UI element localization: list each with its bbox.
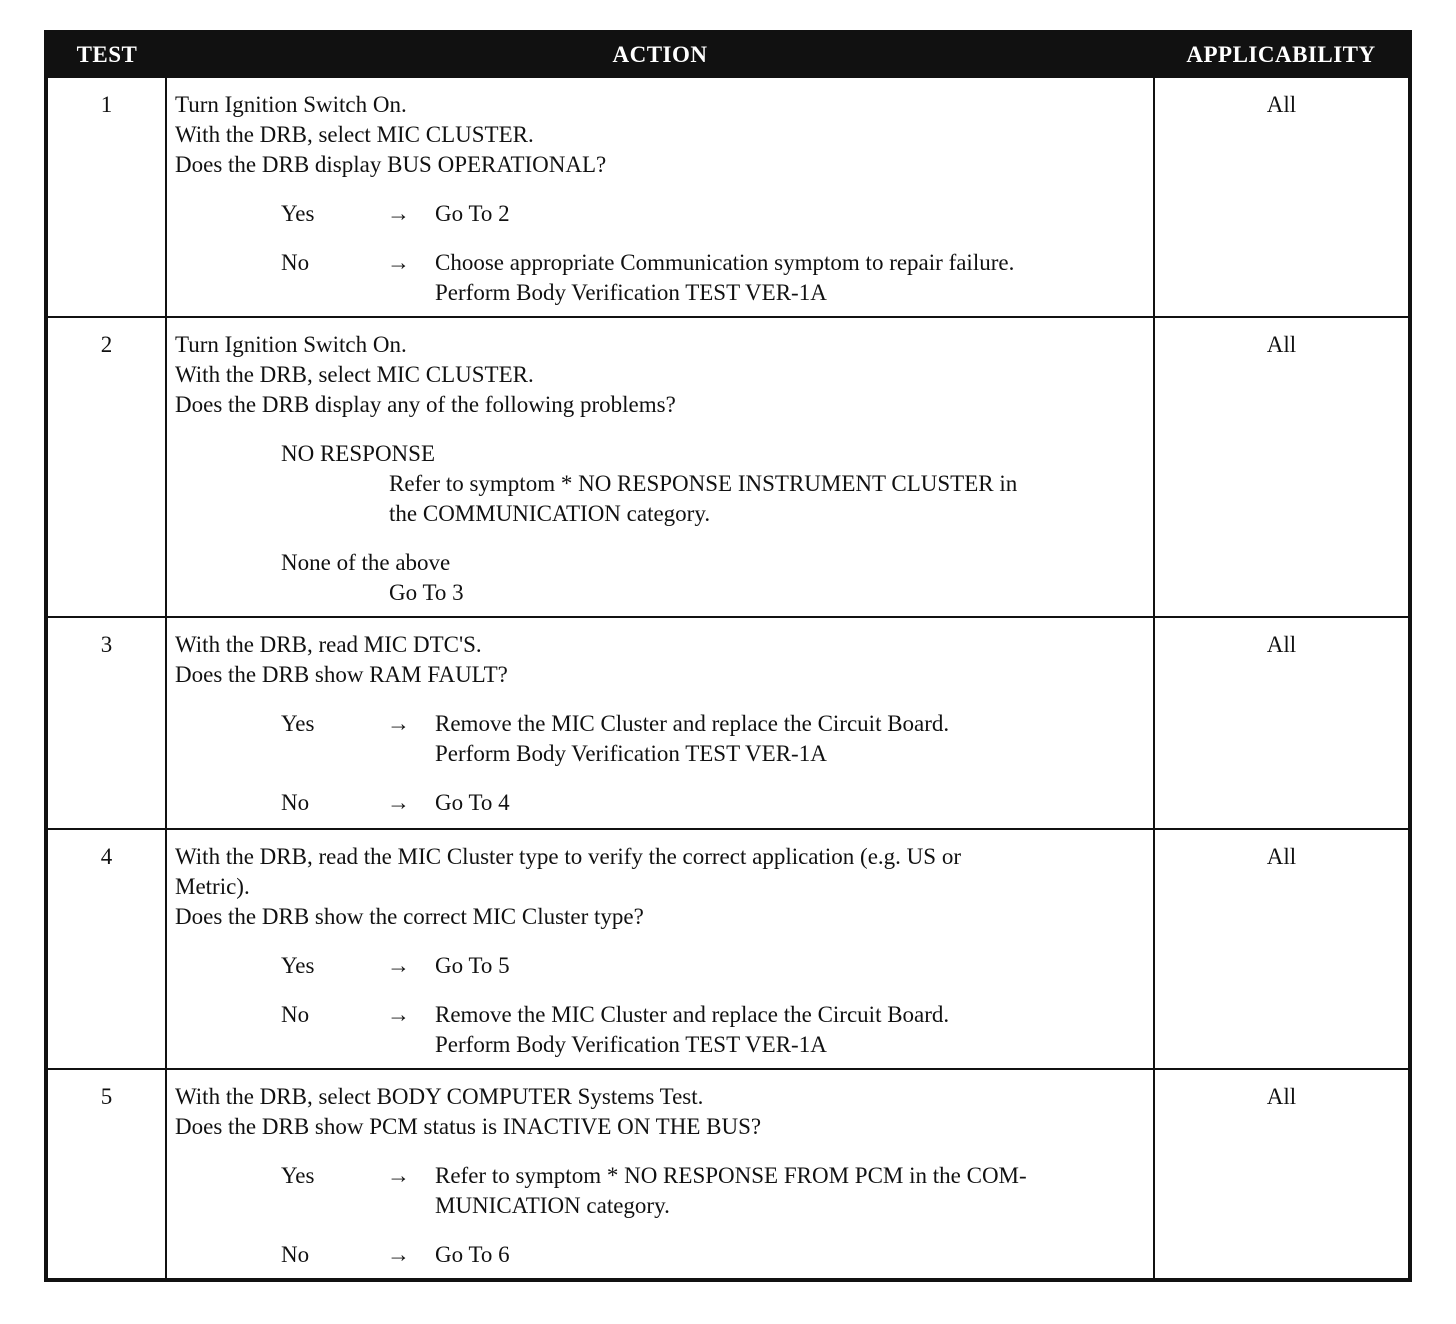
response-text: Perform Body Verification TEST VER-1A xyxy=(435,1032,827,1057)
response-label: Yes xyxy=(281,1163,315,1188)
test-number: 2 xyxy=(46,317,166,617)
response-text: Choose appropriate Communication symptom to repair failure. xyxy=(435,250,1015,275)
option-label: None of the above xyxy=(281,550,451,575)
action-cell xyxy=(166,317,1154,617)
response-text: Perform Body Verification TEST VER-1A xyxy=(435,741,827,766)
action-cell xyxy=(166,77,1154,317)
response-text: Refer to symptom * NO RESPONSE FROM PCM in the COM- xyxy=(435,1163,1027,1188)
table-row xyxy=(46,829,1410,1069)
table-row xyxy=(46,77,1410,317)
response-no xyxy=(175,248,1145,308)
response-no xyxy=(175,788,1145,818)
response-text: Perform Body Verification TEST VER-1A xyxy=(435,280,827,305)
header-action: ACTION xyxy=(166,32,1154,77)
option-no-response xyxy=(281,439,1145,529)
action-line: With the DRB, read MIC DTC'S. xyxy=(175,632,482,657)
response-yes xyxy=(175,199,1145,229)
applicability-value: All xyxy=(1154,317,1410,617)
action-line: Does the DRB show the correct MIC Cluster type? xyxy=(175,904,644,929)
action-line: Turn Ignition Switch On. xyxy=(175,92,407,117)
arrow-icon: → xyxy=(387,953,410,978)
applicability-value: All xyxy=(1154,829,1410,1069)
diagnostic-test-table xyxy=(44,30,1412,1282)
action-line: Turn Ignition Switch On. xyxy=(175,332,407,357)
response-label: Yes xyxy=(281,201,315,226)
response-yes xyxy=(175,951,1145,981)
arrow-icon: → xyxy=(387,201,410,226)
option-none-of-above xyxy=(281,548,1145,608)
option-text: the COMMUNICATION category. xyxy=(389,501,711,526)
arrow-icon: → xyxy=(387,790,410,815)
response-text: Remove the MIC Cluster and replace the Circuit Board. xyxy=(435,711,950,736)
action-line: Metric). xyxy=(175,874,250,899)
response-text: Go To 5 xyxy=(435,953,510,978)
action-cell xyxy=(166,829,1154,1069)
action-line: With the DRB, select MIC CLUSTER. xyxy=(175,122,534,147)
action-line: Does the DRB display BUS OPERATIONAL? xyxy=(175,152,607,177)
action-line: With the DRB, read the MIC Cluster type to verify the correct application (e.g. US or xyxy=(175,844,961,869)
response-label: No xyxy=(281,1242,310,1267)
response-yes xyxy=(175,1161,1145,1221)
response-label: No xyxy=(281,1002,310,1027)
response-text: Remove the MIC Cluster and replace the Circuit Board. xyxy=(435,1002,950,1027)
option-text: Go To 3 xyxy=(389,580,464,605)
response-no xyxy=(175,1240,1145,1270)
response-text: Go To 2 xyxy=(435,201,510,226)
test-number: 3 xyxy=(46,617,166,829)
response-no xyxy=(175,1000,1145,1060)
header-applicability: APPLICABILITY xyxy=(1154,32,1410,77)
arrow-icon: → xyxy=(387,250,410,275)
response-label: Yes xyxy=(281,711,315,736)
test-number: 4 xyxy=(46,829,166,1069)
action-line: With the DRB, select BODY COMPUTER Systems Test. xyxy=(175,1084,704,1109)
response-label: Yes xyxy=(281,953,315,978)
table-row xyxy=(46,1069,1410,1280)
action-cell xyxy=(166,617,1154,829)
action-line: With the DRB, select MIC CLUSTER. xyxy=(175,362,534,387)
response-text: MUNICATION category. xyxy=(435,1193,670,1218)
applicability-value: All xyxy=(1154,617,1410,829)
option-label: NO RESPONSE xyxy=(281,441,436,466)
test-number: 1 xyxy=(46,77,166,317)
response-label: No xyxy=(281,790,310,815)
action-line: Does the DRB display any of the following problems? xyxy=(175,392,676,417)
test-number: 5 xyxy=(46,1069,166,1280)
table-header-row xyxy=(46,32,1410,77)
option-text: Refer to symptom * NO RESPONSE INSTRUMENT CLUSTER in xyxy=(389,471,1018,496)
response-yes xyxy=(175,709,1145,769)
table-row xyxy=(46,317,1410,617)
response-text: Go To 4 xyxy=(435,790,510,815)
arrow-icon: → xyxy=(387,1242,410,1267)
action-cell xyxy=(166,1069,1154,1280)
header-test: TEST xyxy=(46,32,166,77)
table-row xyxy=(46,617,1410,829)
arrow-icon: → xyxy=(387,1163,410,1188)
response-text: Go To 6 xyxy=(435,1242,510,1267)
arrow-icon: → xyxy=(387,711,410,736)
response-label: No xyxy=(281,250,310,275)
action-line: Does the DRB show PCM status is INACTIVE ON THE BUS? xyxy=(175,1114,762,1139)
applicability-value: All xyxy=(1154,77,1410,317)
action-line: Does the DRB show RAM FAULT? xyxy=(175,662,508,687)
arrow-icon: → xyxy=(387,1002,410,1027)
applicability-value: All xyxy=(1154,1069,1410,1280)
